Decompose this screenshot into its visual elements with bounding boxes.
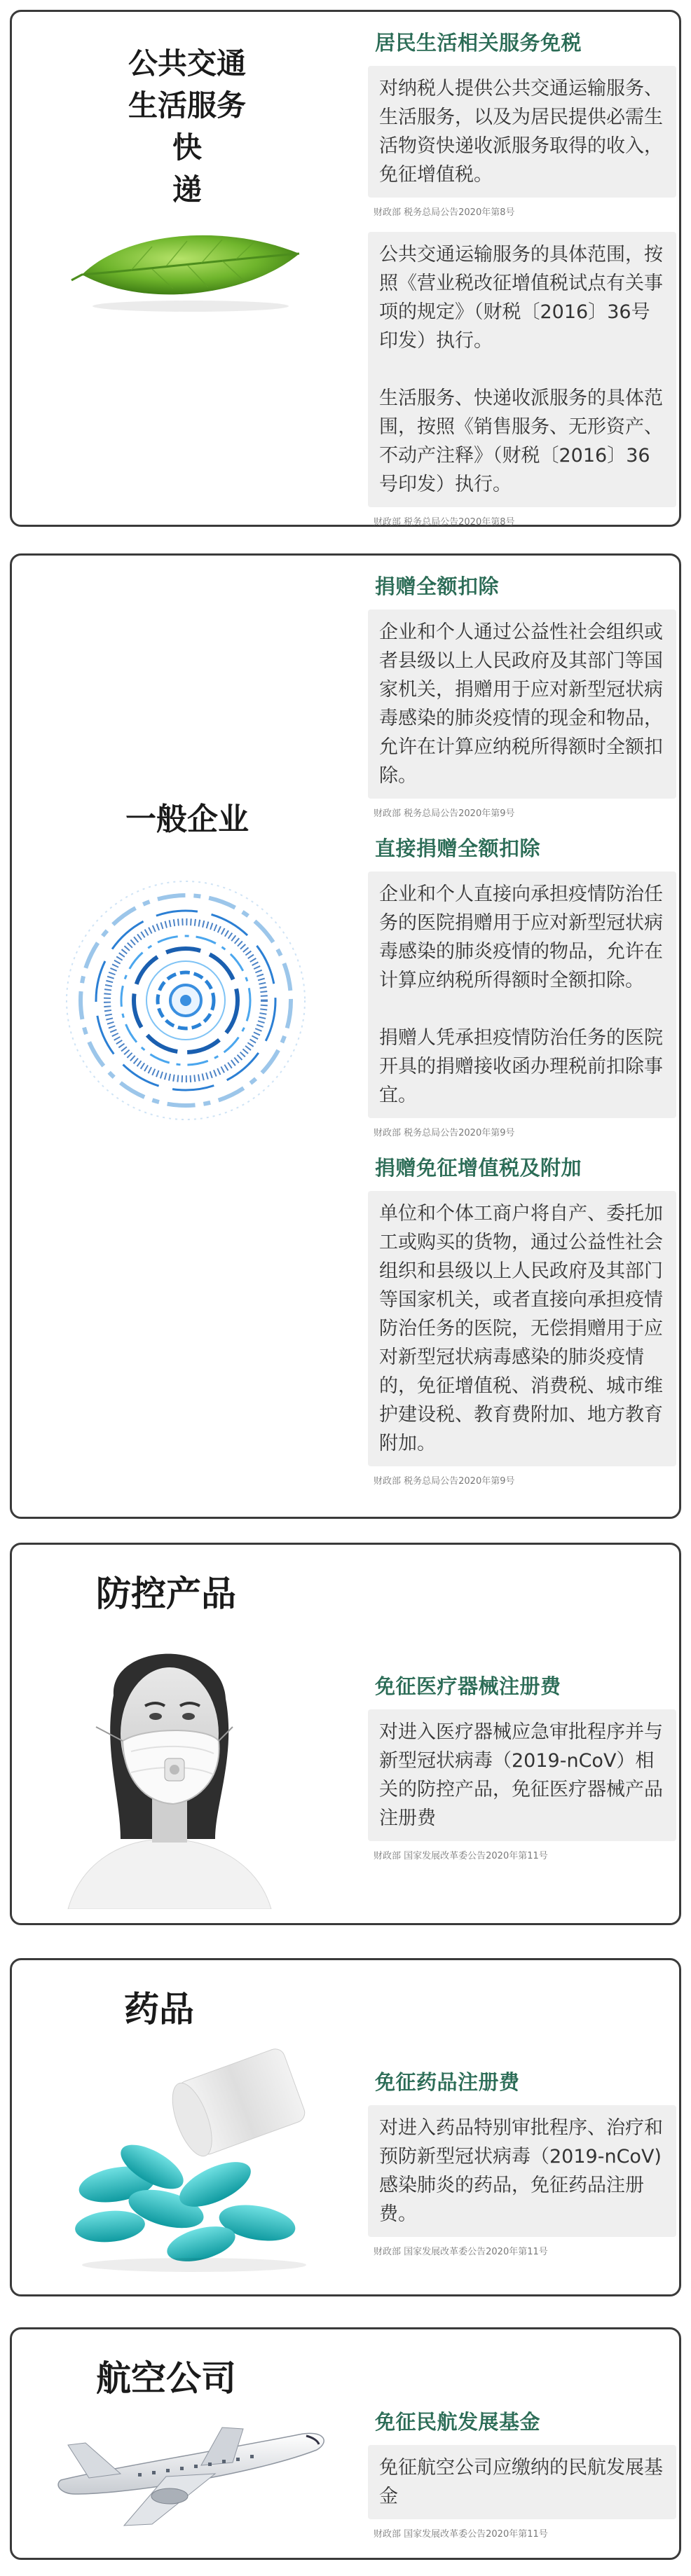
policy-heading: 捐赠全额扣除 [375,574,500,598]
card-left [12,1960,362,2294]
card-right [368,2067,676,2257]
category-title: 防控产品 [96,1573,236,1614]
policy-item [368,2067,676,2257]
policy-paragraph: 单位和个体工商户将自产、委托加工或购买的货物，通过公益性社会组织和县级以上人民政府及其部门等国家机关，或者直接向承担疫情防治任务的医院，无偿捐赠用于应对新型冠状病毒感染的肺炎疫情的，免征增值税、消费税、城市维护建设税、教育费附加、地方教育附加。 [379,1203,663,1454]
policy-text-box [368,66,676,198]
policy-item [368,232,676,528]
tech-circle-icon [60,874,312,1127]
policy-source: 财政部 税务总局公告2020年第9号 [374,1128,515,1138]
policy-paragraph: 免征航空公司应缴纳的民航发展基金 [379,2457,663,2507]
card-left [12,12,362,525]
card-left [12,556,362,1517]
card-airlines [10,2327,681,2560]
card-medicine [10,1958,681,2296]
policy-text-box [368,2105,676,2237]
policy-paragraph: 企业和个人通过公益性社会组织或者县级以上人民政府及其部门等国家机关，捐赠用于应对新型冠状病毒感染的肺炎疫情的现金和物品，允许在计算应纳税所得额时全额扣除。 [379,621,663,787]
policy-source: 财政部 税务总局公告2020年第9号 [374,1476,515,1487]
policy-heading: 捐赠免征增值税及附加 [375,1156,582,1180]
policy-item [368,833,676,1138]
policy-paragraph: 对纳税人提供公共交通运输服务、生活服务，以及为居民提供必需生活物资快递收派服务取得的收入，免征增值税。 [379,78,663,186]
policy-heading: 居民生活相关服务免税 [375,31,582,55]
category-title [103,43,271,211]
category-title: 药品 [124,1989,194,2030]
policy-source: 财政部 税务总局公告2020年第8号 [374,207,515,218]
policy-text-box [368,872,676,1118]
category-title-line: 生活服务 [128,88,246,123]
policy-source: 财政部 国家发展改革委公告2020年第11号 [374,2247,548,2257]
category-title: 航空公司 [96,2358,236,2399]
policy-text-box [368,609,676,799]
policy-text-box [368,2445,676,2519]
leaf-icon [68,226,306,313]
card-left [12,2329,362,2558]
policy-paragraph: 企业和个人直接向承担疫情防治任务的医院捐赠用于应对新型冠状病毒感染的肺炎疫情的物品，允许在计算应纳税所得额时全额扣除。 [379,883,663,991]
policy-heading: 免征民航发展基金 [375,2410,541,2434]
policy-source: 财政部 国家发展改革委公告2020年第11号 [374,1851,548,1861]
category-title-line: 快 递 [172,130,227,207]
category-title: 一般企业 [125,801,249,837]
policy-source: 财政部 税务总局公告2020年第8号 [374,517,515,528]
policy-source: 财政部 税务总局公告2020年第9号 [374,808,515,819]
card-right [368,571,676,1487]
policy-paragraph: 生活服务、快递收派服务的具体范围，按照《销售服务、无形资产、不动产注释》（财税〔2016〕36号印发）执行。 [379,387,663,495]
mask-woman-illustration [40,1629,292,1909]
card-prevention-products [10,1543,681,1925]
policy-heading: 免征药品注册费 [375,2070,520,2094]
policy-item [368,27,676,218]
policy-paragraph: 对进入药品特别审批程序、治疗和预防新型冠状病毒（2019-nCoV)感染肺炎的药品，免征药品注册费。 [379,2117,663,2225]
card-right [368,1671,676,1861]
pill-bottle-illustration [68,2044,334,2275]
policy-text-box [368,232,676,507]
policy-paragraph: 捐赠人凭承担疫情防治任务的医院开具的捐赠接收函办理税前扣除事宜。 [379,1027,663,1106]
policy-paragraph: 对进入医疗器械应急审批程序并与新型冠状病毒（2019-nCoV）相关的防控产品，免征医疗器械产品注册费 [379,1721,663,1829]
card-right [368,27,676,528]
policy-text-box [368,1709,676,1841]
card-general-enterprise [10,553,681,1519]
policy-item [368,571,676,819]
card-left [12,1545,362,1923]
policy-text-box [368,1191,676,1466]
policy-paragraph: 公共交通运输服务的具体范围，按照《营业税改征增值税试点有关事项的规定》（财税〔2016〕36号印发）执行。 [379,244,663,352]
card-public-transport [10,10,681,527]
category-title-line: 公共交通 [128,46,246,81]
airplane-illustration [47,2406,341,2533]
policy-heading: 免征医疗器械注册费 [375,1674,561,1698]
policy-source: 财政部 国家发展改革委公告2020年第11号 [374,2529,548,2540]
card-right [368,2406,676,2540]
policy-item [368,1152,676,1487]
policy-heading: 直接捐赠全额扣除 [375,836,541,860]
policy-item [368,2406,676,2540]
policy-item [368,1671,676,1861]
